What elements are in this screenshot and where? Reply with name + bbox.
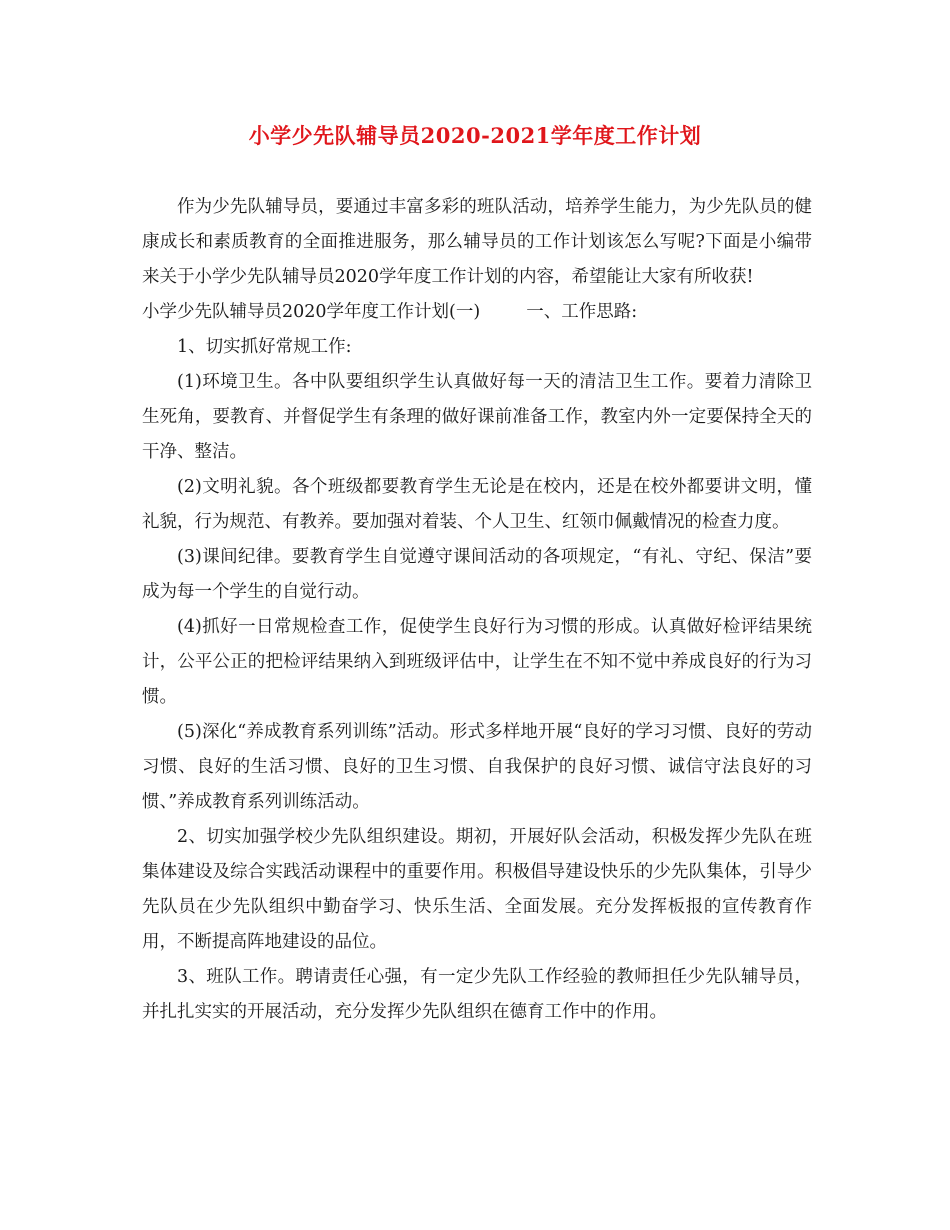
item-1-3: (3)课间纪律。要教育学生自觉遵守课间活动的各项规定，“有礼、守纪、保洁”要成为每一个学生的自觉行动。 (142, 547, 812, 602)
item-1: 1、切实抓好常规工作: (177, 337, 352, 357)
intro-paragraph: 作为少先队辅导员，要通过丰富多彩的班队活动，培养学生能力，为少先队员的健康成长和素质教育的全面推进服务，那么辅导员的工作计划该怎么写呢?下面是小编带来关于小学少先队辅导员2020学年度工作计划的内容，希望能让大家有所收获! (142, 197, 812, 287)
plan-heading: 小学少先队辅导员2020学年度工作计划(一) (142, 302, 481, 322)
document-title: 小学少先队辅导员2020-2021学年度工作计划 (248, 123, 702, 148)
section-one-heading: 一、工作思路: (526, 302, 638, 322)
plan-heading-line (142, 295, 812, 330)
item-1-4: (4)抓好一日常规检查工作，促使学生良好行为习惯的形成。认真做好检评结果统计，公平公正的把检评结果纳入到班级评估中，让学生在不知不觉中养成良好的行为习惯。 (142, 617, 812, 707)
item-1-1: (1)环境卫生。各中队要组织学生认真做好每一天的清洁卫生工作。要着力清除卫生死角，要教育、并督促学生有条理的做好课前准备工作，教室内外一定要保持全天的干净、整洁。 (142, 372, 812, 462)
item-3: 3、班队工作。聘请责任心强，有一定少先队工作经验的教师担任少先队辅导员，并扎扎实实的开展活动，充分发挥少先队组织在德育工作中的作用。 (142, 967, 812, 1022)
item-2: 2、切实加强学校少先队组织建设。期初，开展好队会活动，积极发挥少先队在班集体建设及综合实践活动课程中的重要作用。积极倡导建设快乐的少先队集体，引导少先队员在少先队组织中勤奋学习、快乐生活、全面发展。充分发挥板报的宣传教育作用，不断提高阵地建设的品位。 (142, 827, 812, 952)
document-body (142, 190, 812, 1030)
item-1-2: (2)文明礼貌。各个班级都要教育学生无论是在校内，还是在校外都要讲文明，懂礼貌，行为规范、有教养。要加强对着装、个人卫生、红领巾佩戴情况的检查力度。 (142, 477, 812, 532)
item-1-5: (5)深化“养成教育系列训练”活动。形式多样地开展“良好的学习习惯、良好的劳动习惯、良好的生活习惯、良好的卫生习惯、自我保护的良好习惯、诚信守法良好的习惯、”养成教育系列训练活动。 (142, 722, 812, 812)
